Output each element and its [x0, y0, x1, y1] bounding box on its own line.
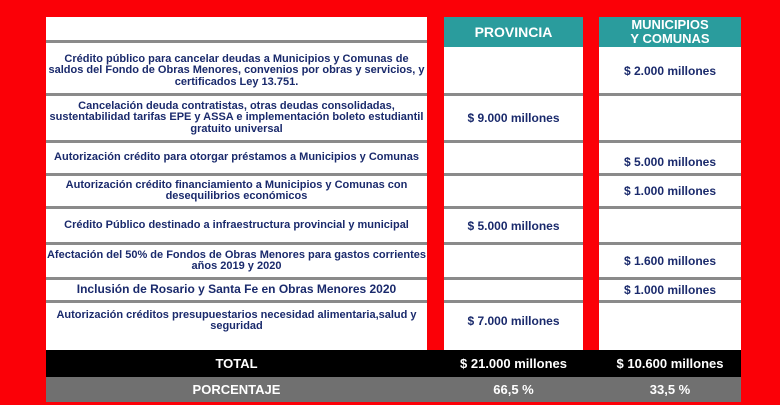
row-provincia-value [444, 280, 583, 300]
row-municipios-value: $ 5.000 millones [623, 155, 717, 169]
row-provincia-value: $ 7.000 millones [467, 314, 560, 328]
provincia-header: PROVINCIA [444, 17, 583, 47]
table-row [0, 143, 780, 173]
total-municipios-value: $ 10.600 millones [616, 356, 724, 371]
percentage-provincia-value: 66,5 % [493, 382, 534, 397]
percentage-label: PORCENTAJE [192, 381, 281, 397]
table-row [0, 209, 780, 242]
row-municipios-value: $ 1.000 millones [623, 283, 717, 297]
row-municipios-value: $ 2.000 millones [623, 64, 717, 78]
row-concept: Inclusión de Rosario y Santa Fe en Obras Menores 2020 [76, 282, 397, 297]
row-concept: Cancelación deuda contratistas, otras deudas consolidadas, sustentabilidad tarifas EPE y ASSA e implementación boleto estudiantil gratuito universal [49, 99, 424, 135]
table-row [0, 245, 780, 277]
row-municipios-value [599, 96, 741, 140]
percentage-municipios-value: 33,5 % [649, 382, 691, 397]
table-row [0, 280, 780, 300]
row-concept: Crédito Público destinado a infraestructura provincial y municipal [64, 218, 409, 231]
row-municipios-value: $ 1.000 millones [623, 184, 717, 198]
row-provincia-value [444, 245, 583, 277]
table-row [0, 96, 780, 140]
municipios-header: MUNICIPIOS Y COMUNAS [599, 17, 741, 47]
row-concept: Autorización crédito para otorgar préstamos a Municipios y Comunas [54, 151, 419, 164]
row-provincia-value [444, 176, 583, 206]
row-provincia-value [444, 143, 583, 173]
row-municipios-value: $ 1.600 millones [623, 254, 717, 268]
concept-header-divider [46, 40, 427, 43]
table-row [0, 176, 780, 206]
row-concept: Autorización créditos presupuestarios necesidad alimentaria,salud y seguridad [56, 308, 417, 332]
row-concept: Autorización crédito financiamiento a Municipios y Comunas con desequilibrios económicos [65, 178, 408, 202]
percentage-row [46, 377, 741, 402]
row-concept: Afectación del 50% de Fondos de Obras Menores para gastos corrientes años 2019 y 2020 [46, 248, 426, 272]
table-row [0, 303, 780, 339]
row-provincia-value: $ 5.000 millones [467, 218, 560, 233]
row-provincia-value [444, 49, 583, 93]
row-concept: Crédito público para cancelar deudas a Municipios y Comunas de saldos del Fondo de Obras Menores, convenios por obras y servicios, y certificados Ley 13.751. [48, 52, 425, 88]
total-row [46, 350, 741, 377]
row-municipios-value [599, 303, 741, 339]
table-row [0, 49, 780, 93]
row-provincia-value: $ 9.000 millones [467, 111, 560, 125]
row-municipios-value [599, 209, 741, 242]
total-label: TOTAL [215, 355, 258, 371]
total-provincia-value: $ 21.000 millones [460, 356, 567, 371]
